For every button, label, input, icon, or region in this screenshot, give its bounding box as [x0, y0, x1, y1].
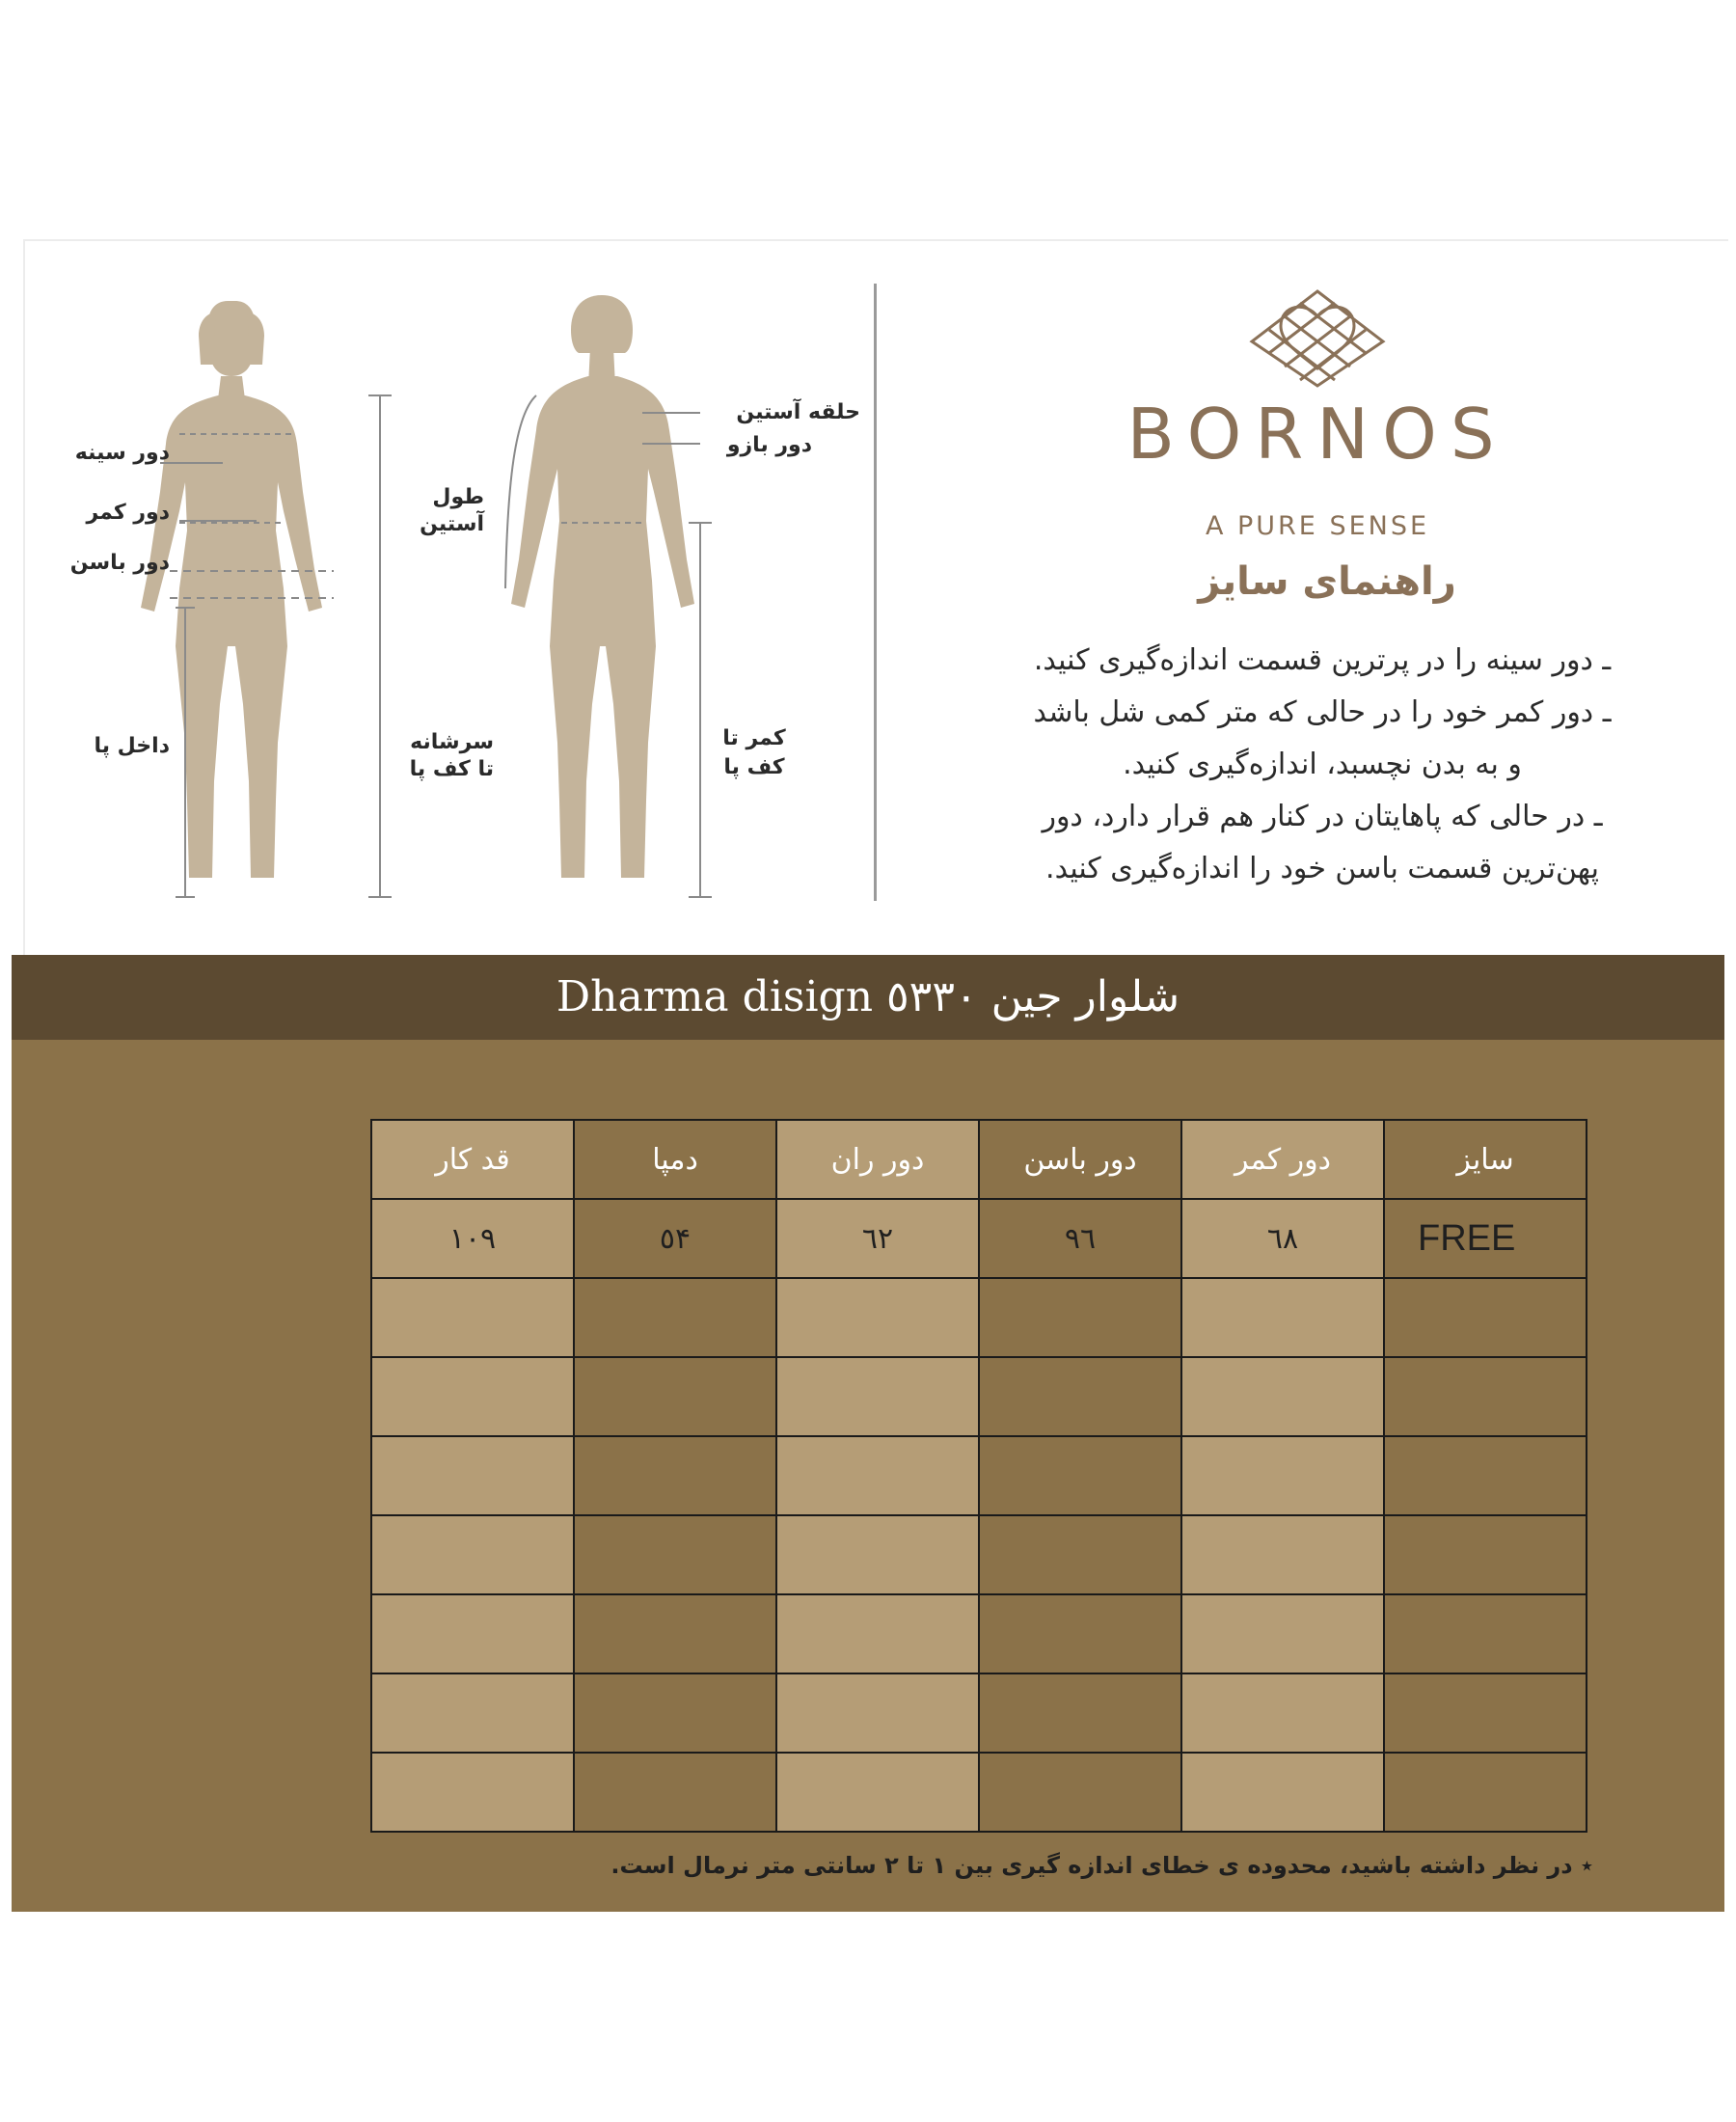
instruction-line: ـ دور کمر خود را در حالی که متر کمی شل باشد — [1033, 695, 1612, 729]
empty-cell — [1181, 1515, 1384, 1594]
empty-cell — [776, 1357, 979, 1436]
size-guide-title: راهنمای سایز — [1198, 559, 1456, 604]
back-figure — [511, 295, 694, 878]
cell-hem: ٥۴ — [574, 1199, 776, 1278]
cell-thigh: ٦٢ — [776, 1199, 979, 1278]
empty-cell — [371, 1515, 574, 1594]
empty-cell — [979, 1278, 1181, 1357]
cell-length: ١٠٩ — [371, 1199, 574, 1278]
header-length: قد کار — [371, 1120, 574, 1199]
table-row-empty — [371, 1278, 1587, 1357]
header-size: سایز — [1384, 1120, 1587, 1199]
empty-cell — [1181, 1436, 1384, 1515]
label-shoulder-to-floor-1: سرشانه — [410, 730, 494, 754]
vertical-divider — [874, 284, 877, 901]
empty-cell — [979, 1357, 1181, 1436]
empty-cell — [574, 1357, 776, 1436]
header-thigh: دور ران — [776, 1120, 979, 1199]
label-sleeve-length-2: آستین — [420, 512, 484, 536]
empty-cell — [1384, 1753, 1587, 1832]
measurement-footnote: ٭ در نظر داشته باشید، محدوده ی خطای اندازه گیری بین ۱ تا ۲ سانتی متر نرمال است. — [610, 1852, 1593, 1879]
empty-cell — [371, 1753, 574, 1832]
empty-cell — [776, 1594, 979, 1673]
brand-tagline: A PURE SENSE — [1205, 511, 1430, 541]
body-figures-graphic — [25, 241, 874, 957]
empty-cell — [574, 1673, 776, 1753]
table-row-empty — [371, 1753, 1587, 1832]
empty-cell — [371, 1357, 574, 1436]
label-chest: دور سینه — [74, 441, 170, 465]
label-shoulder-to-floor-2: تا کف پا — [409, 757, 494, 781]
empty-cell — [979, 1753, 1181, 1832]
empty-cell — [1384, 1594, 1587, 1673]
label-sleeve-length-1: طول — [432, 485, 484, 509]
label-waist-to-floor-2: کف پا — [723, 755, 785, 779]
empty-cell — [574, 1594, 776, 1673]
cell-size: FREE — [1384, 1199, 1587, 1278]
label-arm: دور بازو — [726, 433, 812, 457]
brand-name: BORNOS — [1126, 394, 1508, 475]
size-table-panel — [12, 1040, 1724, 1912]
cell-waist: ٦٨ — [1181, 1199, 1384, 1278]
empty-cell — [1181, 1357, 1384, 1436]
instruction-line: پهن‌ترین قسمت باسن خود را اندازه‌گیری کنید. — [1045, 852, 1599, 885]
label-waist: دور کمر — [86, 501, 170, 525]
table-row-empty — [371, 1594, 1587, 1673]
table-row — [371, 1199, 1587, 1278]
empty-cell — [776, 1436, 979, 1515]
label-hip: دور باسن — [69, 551, 170, 575]
empty-cell — [1384, 1278, 1587, 1357]
empty-cell — [1384, 1436, 1587, 1515]
empty-cell — [371, 1673, 574, 1753]
header-waist: دور کمر — [1181, 1120, 1384, 1199]
header-hip: دور باسن — [979, 1120, 1181, 1199]
product-title-band — [12, 955, 1724, 1040]
size-guide-card — [23, 239, 1728, 955]
empty-cell — [574, 1753, 776, 1832]
table-row-empty — [371, 1357, 1587, 1436]
body-measurement-illustration — [25, 241, 874, 957]
cell-hip: ٩٦ — [979, 1199, 1181, 1278]
instruction-line: و به بدن نچسبد، اندازه‌گیری کنید. — [1123, 748, 1522, 781]
empty-cell — [371, 1436, 574, 1515]
empty-cell — [371, 1278, 574, 1357]
label-armhole: حلقه آستین — [736, 400, 860, 424]
table-row-empty — [371, 1673, 1587, 1753]
empty-cell — [776, 1753, 979, 1832]
empty-cell — [1181, 1673, 1384, 1753]
empty-cell — [1384, 1673, 1587, 1753]
empty-cell — [776, 1515, 979, 1594]
empty-cell — [776, 1673, 979, 1753]
empty-cell — [979, 1594, 1181, 1673]
measurement-instructions — [932, 635, 1713, 895]
table-row-empty — [371, 1436, 1587, 1515]
empty-cell — [574, 1515, 776, 1594]
table-header-row — [371, 1120, 1587, 1199]
brand-logo — [1086, 287, 1549, 541]
label-waist-to-floor-1: کمر تا — [722, 726, 786, 750]
instruction-line: ـ دور سینه را در پرترین قسمت اندازه‌گیری کنید. — [1033, 643, 1612, 677]
label-inseam: داخل پا — [94, 734, 170, 758]
header-hem: دمپا — [574, 1120, 776, 1199]
empty-cell — [1181, 1753, 1384, 1832]
empty-cell — [1384, 1357, 1587, 1436]
empty-cell — [574, 1436, 776, 1515]
empty-cell — [1384, 1515, 1587, 1594]
lattice-heart-icon — [1248, 287, 1387, 388]
empty-cell — [979, 1673, 1181, 1753]
empty-cell — [574, 1278, 776, 1357]
empty-cell — [371, 1594, 574, 1673]
product-title: شلوار جین ٥٣٣٠ Dharma disign — [556, 972, 1180, 1021]
empty-cell — [776, 1278, 979, 1357]
table-row-empty — [371, 1515, 1587, 1594]
empty-cell — [979, 1515, 1181, 1594]
empty-cell — [1181, 1594, 1384, 1673]
front-figure — [141, 301, 322, 878]
empty-cell — [979, 1436, 1181, 1515]
size-table — [370, 1119, 1587, 1833]
empty-cell — [1181, 1278, 1384, 1357]
instruction-line: ـ در حالی که پاهایتان در کنار هم قرار دارد، دور — [1042, 800, 1603, 833]
